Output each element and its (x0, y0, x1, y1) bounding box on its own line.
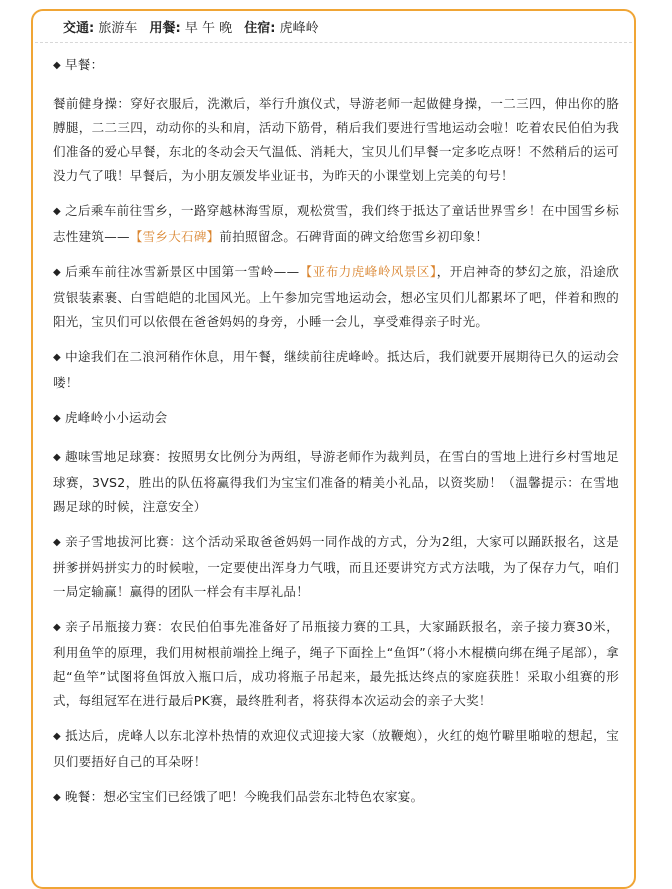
transport-label: 交通: (63, 21, 95, 36)
bullet-diamond-icon: ◆ (53, 206, 62, 217)
bullet-diamond-icon: ◆ (53, 267, 62, 278)
bullet-diamond-icon: ◆ (53, 60, 61, 71)
lodging-label: 住宿: (244, 21, 276, 36)
dinner-paragraph: ◆ 晚餐：想必宝宝们已经饿了吧！今晚我们品尝东北特色农家宴。 (53, 789, 424, 804)
bullet-diamond-icon: ◆ (53, 731, 62, 742)
morning-exercise-paragraph: 餐前健身操：穿好衣服后，洗漱后，举行升旗仪式，导游老师一起做健身操，一二三四，伸出你的胳膊腿，二二三四，动动你的头和肩，活动下筋骨，稍后我们要进行雪地运动会啦！吃着农民伯伯为我们准备的爱心早餐，东北的冬动会天气温低、消耗大，宝贝儿们早餐一定多吃点呀！不然稍后的运可没力气了哦！早餐后，为小朋友颁发毕业证书，为昨天的小课堂划上完美的句号！ (53, 96, 619, 183)
tug-of-war-paragraph: ◆ 亲子雪地拔河比赛：这个活动采取爸爸妈妈一同作战的方式，分为2组，大家可以踊跃报名，这是拼爹拼妈拼实力的时候啦，一定要使出浑身力气哦，而且还要讲究方式方法哦，为了保存力气，咱们一局定输赢！赢得的团队一样会有丰厚礼品！ (53, 534, 619, 599)
breakfast-heading: ◆ 早餐： (53, 57, 104, 72)
meals-label: 用餐: (149, 21, 181, 36)
transport-value: 旅游车 (98, 21, 138, 36)
welcome-ceremony-paragraph: ◆ 抵达后，虎峰人以东北淳朴热情的欢迎仪式迎接大家（放鞭炮），火红的炮竹噼里啪啦的想起，宝贝们要捂好自己的耳朵呀！ (53, 728, 620, 769)
yabuli-highlight: 【亚布力虎峰岭风景区】 (299, 264, 437, 279)
bottle-relay-paragraph: ◆ 亲子吊瓶接力赛：农民伯伯事先准备好了吊瓶接力赛的工具，大家踊跃报名，亲子接力赛30米，利用鱼竿的原理，我们用树根前端拴上绳子，绳子下面拴上“鱼饵”（将小木棍横向绑在绳子尾部），拿起“鱼竿”试图将鱼饵放入瓶口后，成功将瓶子吊起来，最先抵达终点的家庭获胜！采取小组赛的形式，每组冠军在进行最后PK赛，最终胜利者，将获得本次运动会的亲子大奖！ (53, 619, 619, 708)
lunch-paragraph: ◆ 中途我们在二浪河稍作休息，用午餐，继续前往虎峰岭。抵达后，我们就要开展期待已久的运动会喽！ (53, 349, 619, 390)
bullet-diamond-icon: ◆ (53, 452, 62, 463)
itinerary-card (31, 9, 636, 889)
bullet-diamond-icon: ◆ (53, 352, 62, 363)
day-info-header (35, 16, 632, 43)
bullet-diamond-icon: ◆ (53, 537, 62, 548)
hufengling-paragraph: ◆ 后乘车前往冰雪新景区中国第一雪岭——【亚布力虎峰岭风景区】，开启神奇的梦幻之旅，沿途欣赏银装素裹、白雪皑皑的北国风光。上午参加完雪地运动会，想必宝贝们儿都累坏了吧，伴着和煦的阳光，宝贝们可以依偎在爸爸妈妈的身旁，小睡一会儿，享受难得亲子时光。 (53, 264, 619, 329)
bullet-diamond-icon: ◆ (53, 792, 61, 803)
snow-football-paragraph: ◆ 趣味雪地足球赛：按照男女比例分为两组，导游老师作为裁判员，在雪白的雪地上进行乡村雪地足球赛，3VS2，胜出的队伍将赢得我们为宝宝们准备的精美小礼品，以资奖励！（温馨提示：在雪地踢足球的时候，注意安全） (53, 449, 619, 514)
meals-value: 早 午 晚 (184, 21, 233, 36)
lodging-value: 虎峰岭 (279, 21, 319, 36)
bullet-diamond-icon: ◆ (53, 413, 61, 424)
sports-meet-heading: ◆ 虎峰岭小小运动会 (53, 410, 168, 425)
snow-town-paragraph: ◆ 之后乘车前往雪乡，一路穿越林海雪原，观松赏雪，我们终于抵达了童话世界雪乡！在中国雪乡标志性建筑——【雪乡大石碑】前拍照留念。石碑背面的碑文给您雪乡初印象！ (53, 203, 619, 244)
bullet-diamond-icon: ◆ (53, 622, 62, 633)
itinerary-content (53, 53, 619, 822)
snow-stele-highlight: 【雪乡大石碑】 (129, 229, 220, 244)
